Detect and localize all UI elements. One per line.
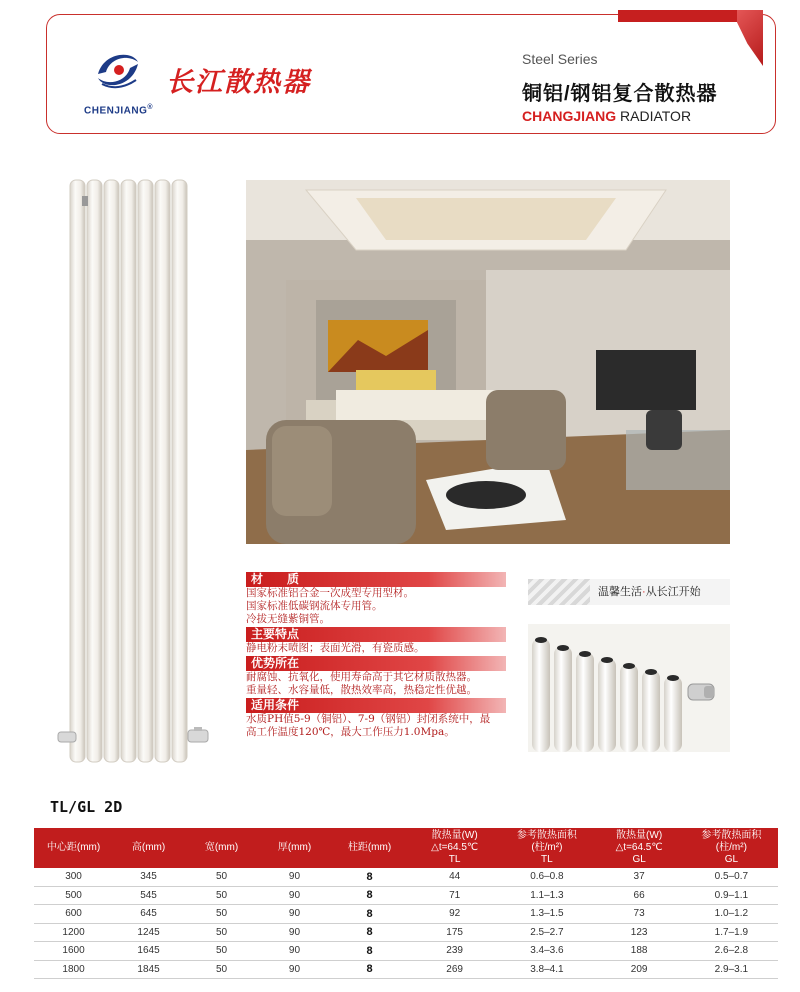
spec-heading-features: 主要特点 <box>246 627 506 642</box>
spec-line: 静电粉末喷图；表面光滑，有瓷质感。 <box>246 642 425 654</box>
col-area-tl: 参考散热面积 (柱/m²) TL <box>500 828 593 868</box>
col-heat-output-tl: 散热量(W) △t=64.5℃ TL <box>409 828 500 868</box>
table-cell: 50 <box>184 923 259 942</box>
radiator-detail-image <box>528 624 730 752</box>
spec-line: 高工作温度120℃，最大工作压力1.0Mpa。 <box>246 726 455 738</box>
slogan-banner <box>528 579 730 605</box>
table-cell: 3.4–3.6 <box>500 942 593 961</box>
brand-name: 长江散热器 <box>166 67 311 97</box>
table-cell: 44 <box>409 868 500 886</box>
table-cell: 0.9–1.1 <box>685 886 778 905</box>
table-cell: 66 <box>594 886 685 905</box>
table-cell: 90 <box>259 886 330 905</box>
table-cell: 1.1–1.3 <box>500 886 593 905</box>
table-cell: 92 <box>409 905 500 924</box>
table-cell: 1245 <box>113 923 184 942</box>
bedroom-scene-image <box>246 180 730 544</box>
table-cell: 8 <box>330 923 409 942</box>
table-cell: 645 <box>113 905 184 924</box>
spec-line: 重量轻、水容量低，散热效率高，热稳定性优越。 <box>246 684 477 696</box>
table-cell: 90 <box>259 905 330 924</box>
table-cell: 8 <box>330 886 409 905</box>
spec-heading-material: 材 质 <box>246 572 506 587</box>
spec-table <box>34 828 778 979</box>
logo-wordmark: CHENJIANG® <box>84 104 154 117</box>
table-row <box>34 960 778 979</box>
table-row <box>34 868 778 886</box>
table-cell: 1200 <box>34 923 113 942</box>
chenjiang-logo-icon <box>92 44 144 96</box>
product-title: 铜铝/钢铝复合散热器 <box>522 83 718 105</box>
table-cell: 50 <box>184 868 259 886</box>
col-heat-output-gl: 散热量(W) △t=64.5℃ GL <box>594 828 685 868</box>
spec-line: 国家标准低碳钢流体专用管。 <box>246 600 383 612</box>
table-cell: 500 <box>34 886 113 905</box>
spec-line: 水质PH值5-9（铜铝）、7-9（钢铝）封闭系统中，最 <box>246 713 491 725</box>
table-cell: 8 <box>330 960 409 979</box>
table-cell: 545 <box>113 886 184 905</box>
table-cell: 2.5–2.7 <box>500 923 593 942</box>
table-cell: 1.0–1.2 <box>685 905 778 924</box>
model-number: TL/GL 2D <box>50 798 123 816</box>
table-cell: 1.7–1.9 <box>685 923 778 942</box>
table-cell: 209 <box>594 960 685 979</box>
table-cell: 123 <box>594 923 685 942</box>
table-cell: 1800 <box>34 960 113 979</box>
spec-line: 国家标准铝合金一次成型专用型材。 <box>246 587 414 599</box>
table-cell: 90 <box>259 868 330 886</box>
table-cell: 3.8–4.1 <box>500 960 593 979</box>
spec-heading-conditions: 适用条件 <box>246 698 506 713</box>
table-cell: 8 <box>330 905 409 924</box>
table-row <box>34 942 778 961</box>
col-thickness: 厚(mm) <box>259 828 330 868</box>
col-column-pitch: 柱距(mm) <box>330 828 409 868</box>
spec-heading-advantages: 优势所在 <box>246 656 506 671</box>
table-cell: 300 <box>34 868 113 886</box>
table-cell: 2.6–2.8 <box>685 942 778 961</box>
table-cell: 73 <box>594 905 685 924</box>
col-center-distance: 中心距(mm) <box>34 828 113 868</box>
table-cell: 175 <box>409 923 500 942</box>
table-cell: 1600 <box>34 942 113 961</box>
series-label: Steel Series <box>522 51 598 67</box>
spec-panel <box>246 571 506 739</box>
table-cell: 1.3–1.5 <box>500 905 593 924</box>
col-height: 高(mm) <box>113 828 184 868</box>
radiator-product-image <box>56 172 216 772</box>
table-row <box>34 905 778 924</box>
table-cell: 345 <box>113 868 184 886</box>
table-cell: 188 <box>594 942 685 961</box>
col-area-gl: 参考散热面积 (柱/m²) GL <box>685 828 778 868</box>
table-cell: 37 <box>594 868 685 886</box>
table-cell: 0.5–0.7 <box>685 868 778 886</box>
table-cell: 0.6–0.8 <box>500 868 593 886</box>
table-cell: 1645 <box>113 942 184 961</box>
table-cell: 8 <box>330 868 409 886</box>
table-cell: 269 <box>409 960 500 979</box>
product-title-en: CHANGJIANG RADIATOR <box>522 108 692 124</box>
table-cell: 90 <box>259 923 330 942</box>
corner-ribbon <box>618 10 763 66</box>
table-cell: 50 <box>184 886 259 905</box>
table-cell: 50 <box>184 960 259 979</box>
spec-table-header <box>34 828 778 868</box>
slogan-text: 温馨生活·从长江开始 <box>590 579 730 605</box>
table-cell: 50 <box>184 942 259 961</box>
table-cell: 90 <box>259 942 330 961</box>
table-cell: 71 <box>409 886 500 905</box>
table-cell: 239 <box>409 942 500 961</box>
table-cell: 2.9–3.1 <box>685 960 778 979</box>
table-row <box>34 923 778 942</box>
spec-line: 冷拔无缝紫铜管。 <box>246 613 330 625</box>
col-width: 宽(mm) <box>184 828 259 868</box>
table-cell: 8 <box>330 942 409 961</box>
table-cell: 600 <box>34 905 113 924</box>
table-cell: 1845 <box>113 960 184 979</box>
table-cell: 90 <box>259 960 330 979</box>
table-row <box>34 886 778 905</box>
spec-line: 耐腐蚀、抗氧化，使用寿命高于其它材质散热器。 <box>246 671 477 683</box>
table-cell: 50 <box>184 905 259 924</box>
